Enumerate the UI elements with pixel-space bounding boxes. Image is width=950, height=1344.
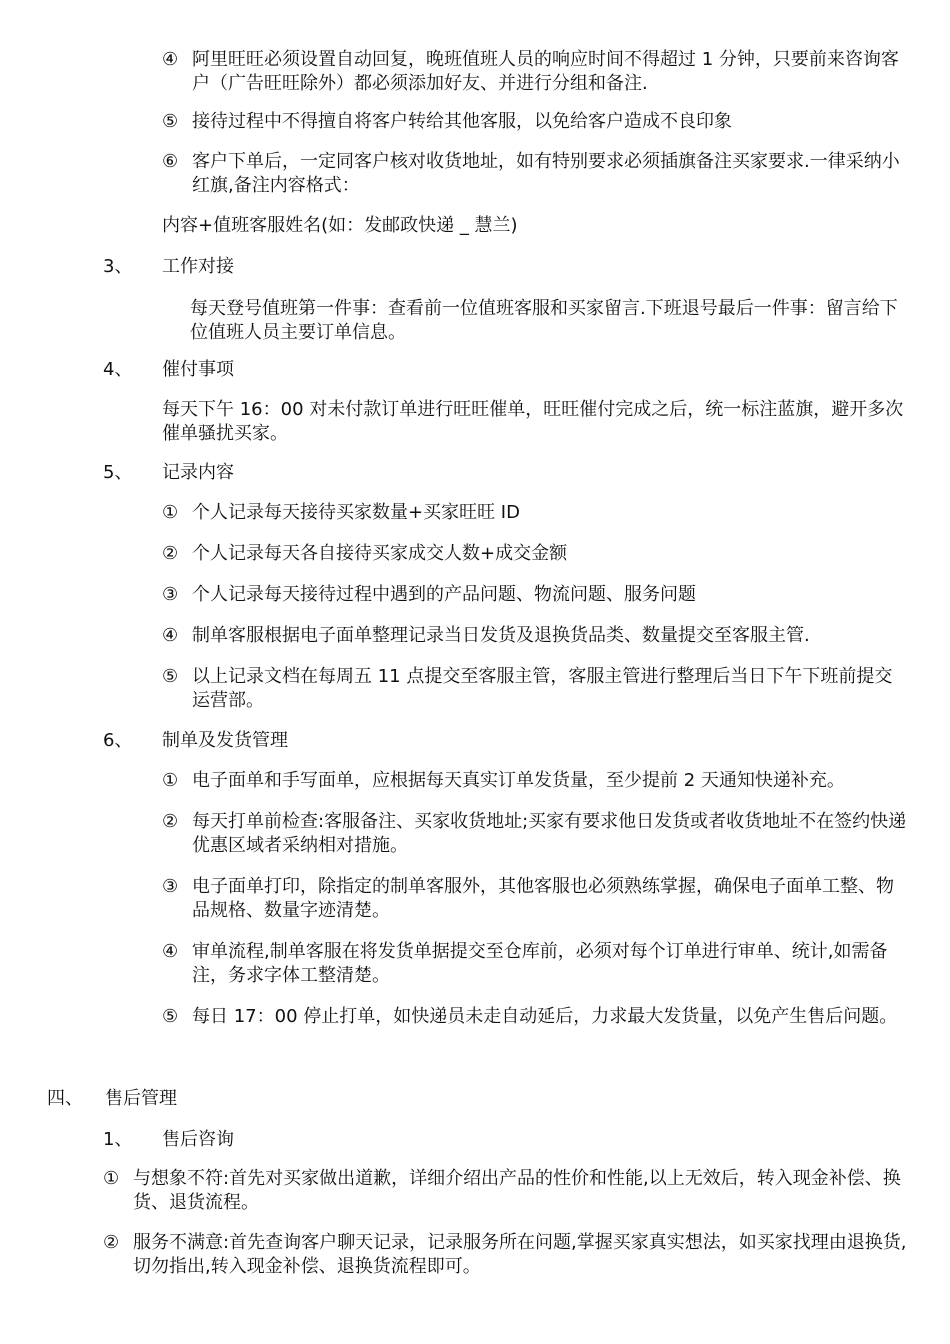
item-marker: ③: [162, 876, 179, 897]
section-title: 催付事项: [162, 359, 234, 380]
list-item: [162, 501, 907, 525]
list-item: [162, 542, 907, 566]
list-item: [103, 1231, 908, 1279]
item-marker: ③: [162, 584, 179, 605]
section-paragraph: 每天登号值班第一件事：查看前一位值班客服和买家留言.下班退号最后一件事：留言给下位值班人员主要订单信息。: [190, 298, 898, 343]
section-heading: [103, 1128, 234, 1152]
list-item: [162, 110, 907, 134]
list-item: [162, 48, 907, 96]
part-heading: [47, 1087, 177, 1111]
section-number: 3、: [103, 256, 133, 277]
section-paragraph: 每天下午 16：00 对未付款订单进行旺旺催单，旺旺催付完成之后，统一标注蓝旗，避开多次催单骚扰买家。: [162, 399, 904, 444]
item-marker: ④: [162, 625, 179, 646]
list-item: [162, 624, 907, 648]
item-marker: ②: [162, 543, 179, 564]
section-title: 记录内容: [162, 462, 234, 483]
part-title: 售后管理: [105, 1088, 177, 1109]
note-format: 内容+值班客服姓名(如：发邮政快递 _ 慧兰): [162, 215, 518, 236]
item-text: 每日 17：00 停止打单，如快递员未走自动延后，力求最大发货量，以免产生售后问题。: [192, 1006, 898, 1027]
item-text: 个人记录每天接待过程中遇到的产品问题、物流问题、服务问题: [192, 584, 696, 605]
item-marker: ⑥: [162, 151, 179, 172]
item-marker: ⑤: [162, 111, 179, 132]
item-marker: ④: [162, 941, 179, 962]
item-marker: ①: [162, 502, 179, 523]
part-number: 四、: [47, 1088, 83, 1109]
section-number: 5、: [103, 462, 133, 483]
section-title: 制单及发货管理: [162, 730, 288, 751]
list-item: [162, 665, 907, 713]
item-marker: ①: [162, 770, 179, 791]
item-list: [103, 1167, 908, 1279]
item-text: 阿里旺旺必须设置自动回复，晚班值班人员的响应时间不得超过 1 分钟，只要前来咨询客户（广告旺旺除外）都必须添加好友、并进行分组和备注.: [192, 49, 899, 94]
item-list: [162, 501, 907, 713]
section-title: 工作对接: [162, 256, 234, 277]
item-text: 电子面单打印，除指定的制单客服外，其他客服也必须熟练掌握，确保电子面单工整、物品规格、数量字迹清楚。: [192, 876, 894, 921]
section-heading: [103, 461, 234, 485]
item-text: 审单流程,制单客服在将发货单据提交至仓库前，必须对每个订单进行审单、统计,如需备注，务求字体工整清楚。: [192, 941, 888, 986]
section-number: 6、: [103, 730, 133, 751]
item-marker: ②: [162, 811, 179, 832]
list-item: [162, 583, 907, 607]
item-text: 制单客服根据电子面单整理记录当日发货及退换货品类、数量提交至客服主管.: [192, 625, 810, 646]
item-text: 以上记录文档在每周五 11 点提交至客服主管，客服主管进行整理后当日下午下班前提交运营部。: [192, 666, 893, 711]
item-list-top: [162, 48, 907, 198]
item-list: [162, 769, 907, 1029]
list-item: [162, 810, 907, 858]
item-marker: ⑤: [162, 1006, 179, 1027]
list-item: [162, 769, 907, 793]
list-item: [103, 1167, 908, 1215]
list-item: [162, 940, 907, 988]
item-text: 服务不满意:首先查询客户聊天记录，记录服务所在问题,掌握买家真实想法，如买家找理由退换货,切勿指出,转入现金补偿、退换货流程即可。: [133, 1232, 907, 1277]
item-marker: ①: [103, 1168, 120, 1189]
item-text: 与想象不符:首先对买家做出道歉，详细介绍出产品的性价和性能,以上无效后，转入现金补偿、换货、退货流程。: [133, 1168, 901, 1213]
section-heading: [103, 729, 288, 753]
item-marker: ②: [103, 1232, 120, 1253]
section-heading: [103, 358, 234, 382]
item-text: 个人记录每天接待买家数量+买家旺旺 ID: [192, 502, 520, 523]
section-number: 4、: [103, 359, 133, 380]
list-item: [162, 150, 907, 198]
item-text: 每天打单前检查:客服备注、买家收货地址;买家有要求他日发货或者收货地址不在签约快递优惠区域者采纳相对措施。: [192, 811, 907, 856]
item-text: 电子面单和手写面单，应根据每天真实订单发货量，至少提前 2 天通知快递补充。: [192, 770, 845, 791]
section-heading: [103, 255, 234, 279]
list-item: [162, 875, 907, 923]
item-text: 个人记录每天各自接待买家成交人数+成交金额: [192, 543, 568, 564]
item-text: 客户下单后，一定同客户核对收货地址，如有特别要求必须插旗备注买家要求.一律采纳小红旗,备注内容格式：: [192, 151, 900, 196]
section-title: 售后咨询: [162, 1129, 234, 1150]
item-text: 接待过程中不得擅自将客户转给其他客服，以免给客户造成不良印象: [192, 111, 732, 132]
item-marker: ④: [162, 49, 179, 70]
section-number: 1、: [103, 1129, 133, 1150]
list-item: [162, 1005, 907, 1029]
item-marker: ⑤: [162, 666, 179, 687]
